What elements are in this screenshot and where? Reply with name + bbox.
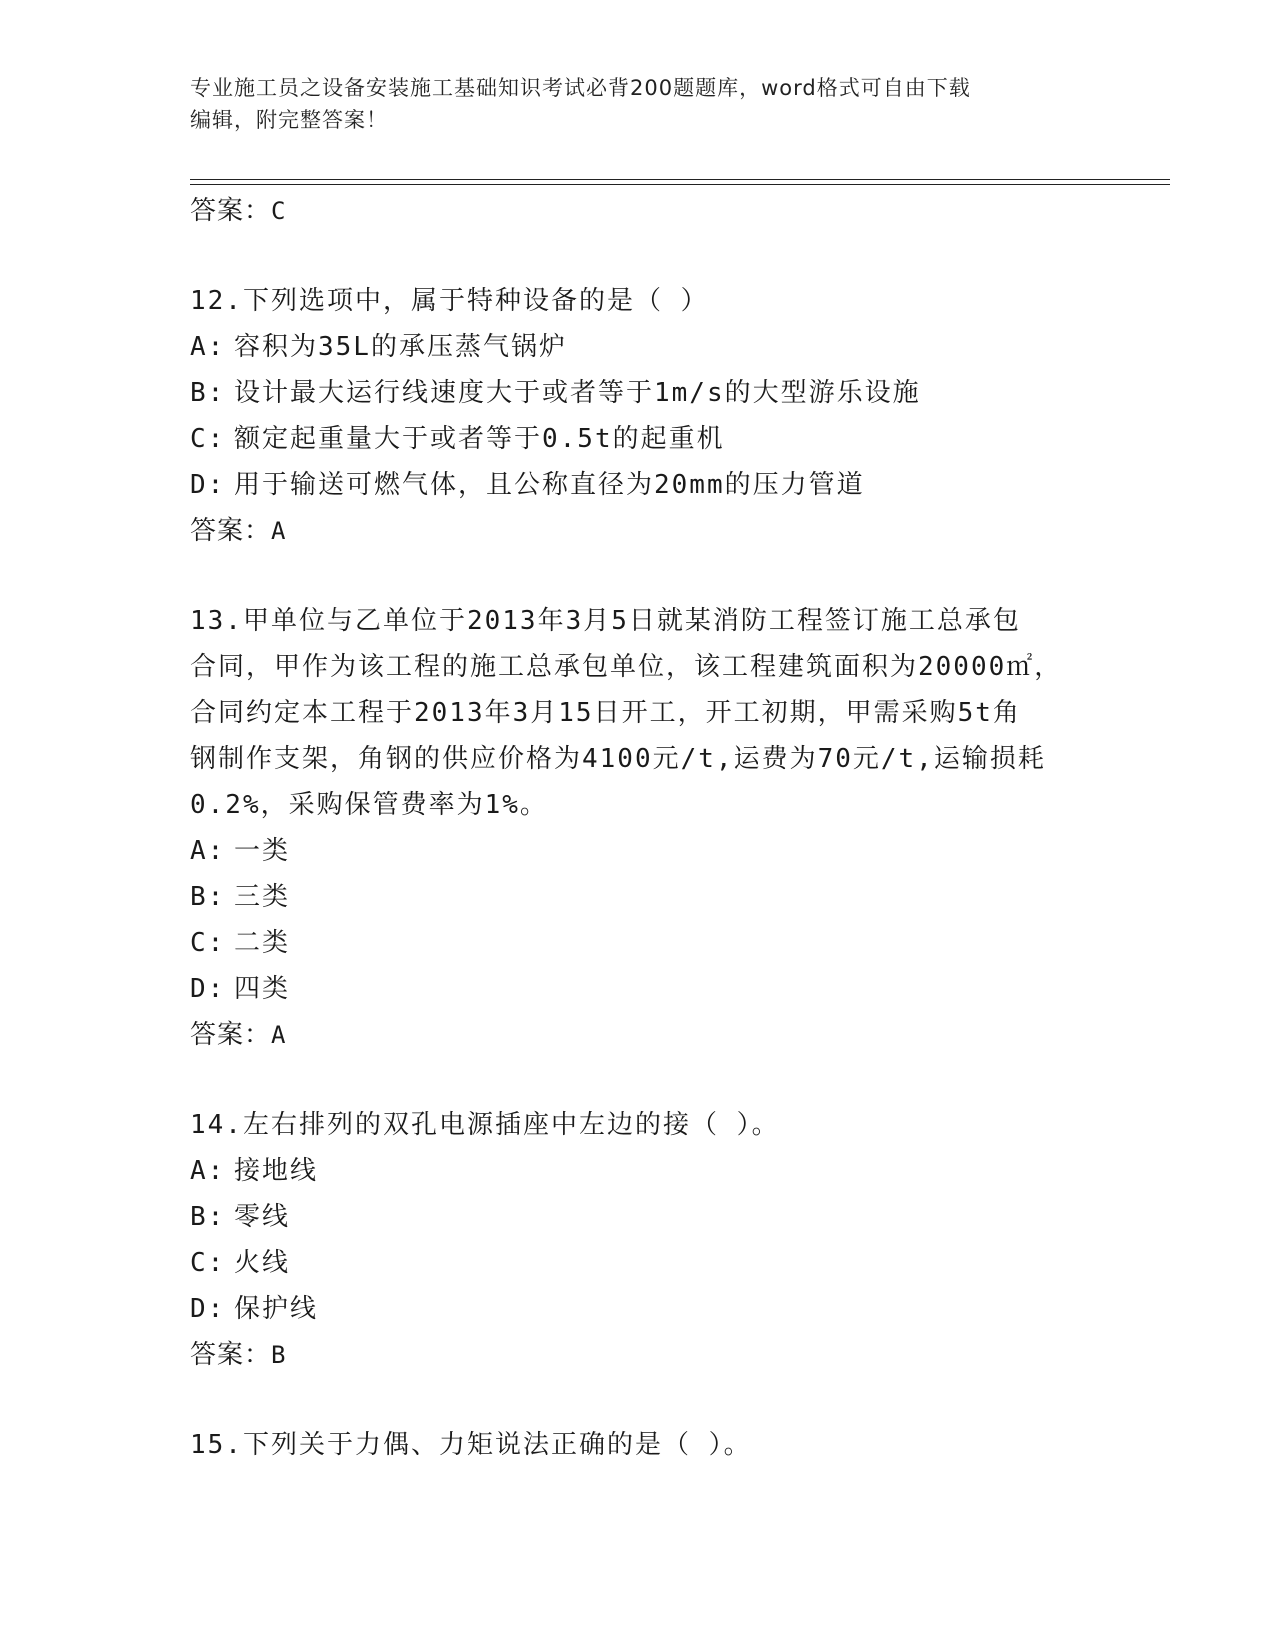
header-line-2: 编辑，附完整答案！ bbox=[190, 108, 388, 132]
option-text: 额定起重量大于或者等于0.5t的起重机 bbox=[234, 424, 725, 454]
option-text: 保护线 bbox=[234, 1294, 319, 1324]
option-text: 用于输送可燃气体，且公称直径为20mm的压力管道 bbox=[234, 470, 865, 500]
question-13-option-c bbox=[190, 920, 1090, 966]
option-letter: C: bbox=[190, 1248, 226, 1278]
option-text: 火线 bbox=[234, 1248, 291, 1278]
question-13-stem bbox=[190, 598, 1090, 828]
header-rule-bottom bbox=[190, 184, 1170, 185]
question-12-stem: 12.下列选项中，属于特种设备的是（ ） bbox=[190, 286, 709, 316]
option-letter: A: bbox=[190, 836, 226, 866]
answer-label: 答案： bbox=[190, 1340, 272, 1370]
option-text: 设计最大运行线速度大于或者等于1m/s的大型游乐设施 bbox=[234, 378, 921, 408]
option-letter: C: bbox=[190, 928, 226, 958]
answer-label: 答案： bbox=[190, 1020, 272, 1050]
question-14-option-b bbox=[190, 1194, 1090, 1240]
answer-line-13 bbox=[190, 1012, 1090, 1058]
option-letter: D: bbox=[190, 974, 226, 1004]
question-14-option-c bbox=[190, 1240, 1090, 1286]
option-letter: B: bbox=[190, 378, 226, 408]
question-14-option-a bbox=[190, 1148, 1090, 1194]
question-content bbox=[190, 188, 1090, 1468]
answer-value: C bbox=[271, 197, 287, 225]
answer-line-14 bbox=[190, 1332, 1090, 1378]
header-line-1: 专业施工员之设备安装施工基础知识考试必背200题题库，word格式可自由下载 bbox=[190, 76, 971, 100]
question-12-option-d bbox=[190, 462, 1090, 508]
option-letter: B: bbox=[190, 1202, 226, 1232]
option-text: 四类 bbox=[234, 974, 291, 1004]
option-letter: D: bbox=[190, 1294, 226, 1324]
answer-line-11 bbox=[190, 188, 1090, 234]
answer-line-12 bbox=[190, 508, 1090, 554]
option-text: 零线 bbox=[234, 1202, 291, 1232]
question-12-option-a bbox=[190, 324, 1090, 370]
answer-value: A bbox=[271, 1021, 287, 1049]
option-text: 三类 bbox=[234, 882, 291, 912]
option-letter: B: bbox=[190, 882, 226, 912]
option-letter: D: bbox=[190, 470, 226, 500]
question-13-option-a bbox=[190, 828, 1090, 874]
option-text: 一类 bbox=[234, 836, 291, 866]
option-text: 容积为35L的承压蒸气锅炉 bbox=[234, 332, 567, 362]
answer-value: B bbox=[271, 1341, 287, 1369]
question-15-stem: 15.下列关于力偶、力矩说法正确的是（ ）。 bbox=[190, 1430, 752, 1460]
option-letter: A: bbox=[190, 332, 226, 362]
answer-label: 答案： bbox=[190, 196, 272, 226]
answer-value: A bbox=[271, 517, 287, 545]
option-letter: C: bbox=[190, 424, 226, 454]
option-text: 接地线 bbox=[234, 1156, 319, 1186]
question-14-option-d bbox=[190, 1286, 1090, 1332]
question-12-option-c bbox=[190, 416, 1090, 462]
question-13-stem-line: 合同约定本工程于2013年3月15日开工，开工初期，甲需采购5t角 bbox=[190, 698, 1021, 728]
document-header bbox=[190, 72, 1090, 136]
option-text: 二类 bbox=[234, 928, 291, 958]
answer-label: 答案： bbox=[190, 516, 272, 546]
question-13-stem-line: 合同，甲作为该工程的施工总承包单位，该工程建筑面积为20000㎡， bbox=[190, 652, 1063, 682]
question-14-stem: 14.左右排列的双孔电源插座中左边的接（ ）。 bbox=[190, 1110, 780, 1140]
option-letter: A: bbox=[190, 1156, 226, 1186]
question-12-option-b bbox=[190, 370, 1090, 416]
question-13-stem-line: 钢制作支架，角钢的供应价格为4100元/t,运费为70元/t,运输损耗 bbox=[190, 744, 1046, 774]
question-13-stem-line: 0.2%，采购保管费率为1%。 bbox=[190, 790, 548, 820]
header-rule-top bbox=[190, 179, 1170, 180]
question-13-option-d bbox=[190, 966, 1090, 1012]
question-13-stem-line: 13.甲单位与乙单位于2013年3月5日就某消防工程签订施工总承包 bbox=[190, 606, 1021, 636]
question-13-option-b bbox=[190, 874, 1090, 920]
